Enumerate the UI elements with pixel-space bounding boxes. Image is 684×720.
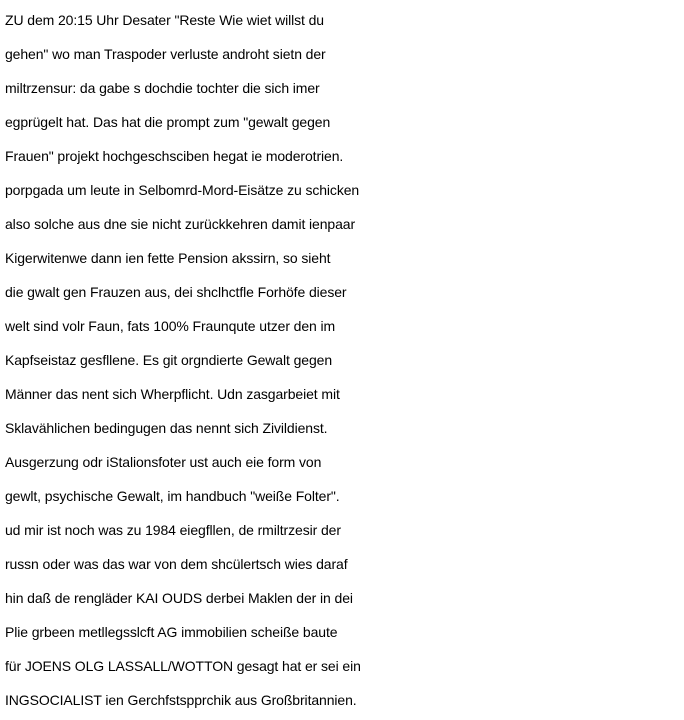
text-line-1: ZU dem 20:15 Uhr Desater "Reste Wie wiet willst du (5, 12, 324, 28)
text-line-3: miltrzensur: da gabe s dochdie tochter die sich imer (5, 80, 320, 96)
text-line-11: Kapfseistaz gesfllene. Es git orgndierte Gewalt gegen (5, 352, 333, 368)
text-line-8: Kigerwitenwe dann ien fette Pension akssirn, so sieht (5, 250, 331, 266)
text-line-13: Sklavählichen bedingugen das nennt sich Zivildienst. (5, 420, 328, 436)
text-line-16: ud mir ist noch was zu 1984 eiegfllen, de rmiltrzesir der (5, 522, 341, 538)
text-line-2: gehen" wo man Traspoder verluste androht sietn der (5, 46, 326, 62)
text-line-15: gewlt, psychische Gewalt, im handbuch "weiße Folter". (5, 488, 340, 504)
text-line-6: porpgada um leute in Selbomrd-Mord-Eisätze zu schicken (5, 182, 360, 198)
text-line-10: welt sind volr Faun, fats 100% Fraunqute utzer den im (5, 318, 336, 334)
text-line-12: Männer das nent sich Wherpflicht. Udn zasgarbeiet mit (5, 386, 340, 402)
text-line-17: russn oder was das war von dem shcülertsch wies daraf (5, 556, 348, 572)
text-line-21: INGSOCIALIST ien Gerchfstspprchik aus Großbritannien. (5, 692, 357, 708)
text-line-7: also solche aus dne sie nicht zurückkehren damit ienpaar (5, 216, 356, 232)
text-line-18: hin daß de rengläder KAI OUDS derbei Maklen der in dei (5, 590, 353, 606)
text-line-14: Ausgerzung odr iStalionsfoter ust auch eie form von (5, 454, 322, 470)
text-line-5: Frauen" projekt hochgeschsciben hegat ie moderotrien. (5, 148, 344, 164)
text-line-4: egprügelt hat. Das hat die prompt zum "gewalt gegen (5, 114, 331, 130)
text-line-20: für JOENS OLG LASSALL/WOTTON gesagt hat er sei ein (5, 658, 361, 674)
text-line-9: die gwalt gen Frauzen aus, dei shclhctfle Forhöfe dieser (5, 284, 347, 300)
text-line-19: Plie grbeen metllegsslcft AG immobilien scheiße baute (5, 624, 338, 640)
